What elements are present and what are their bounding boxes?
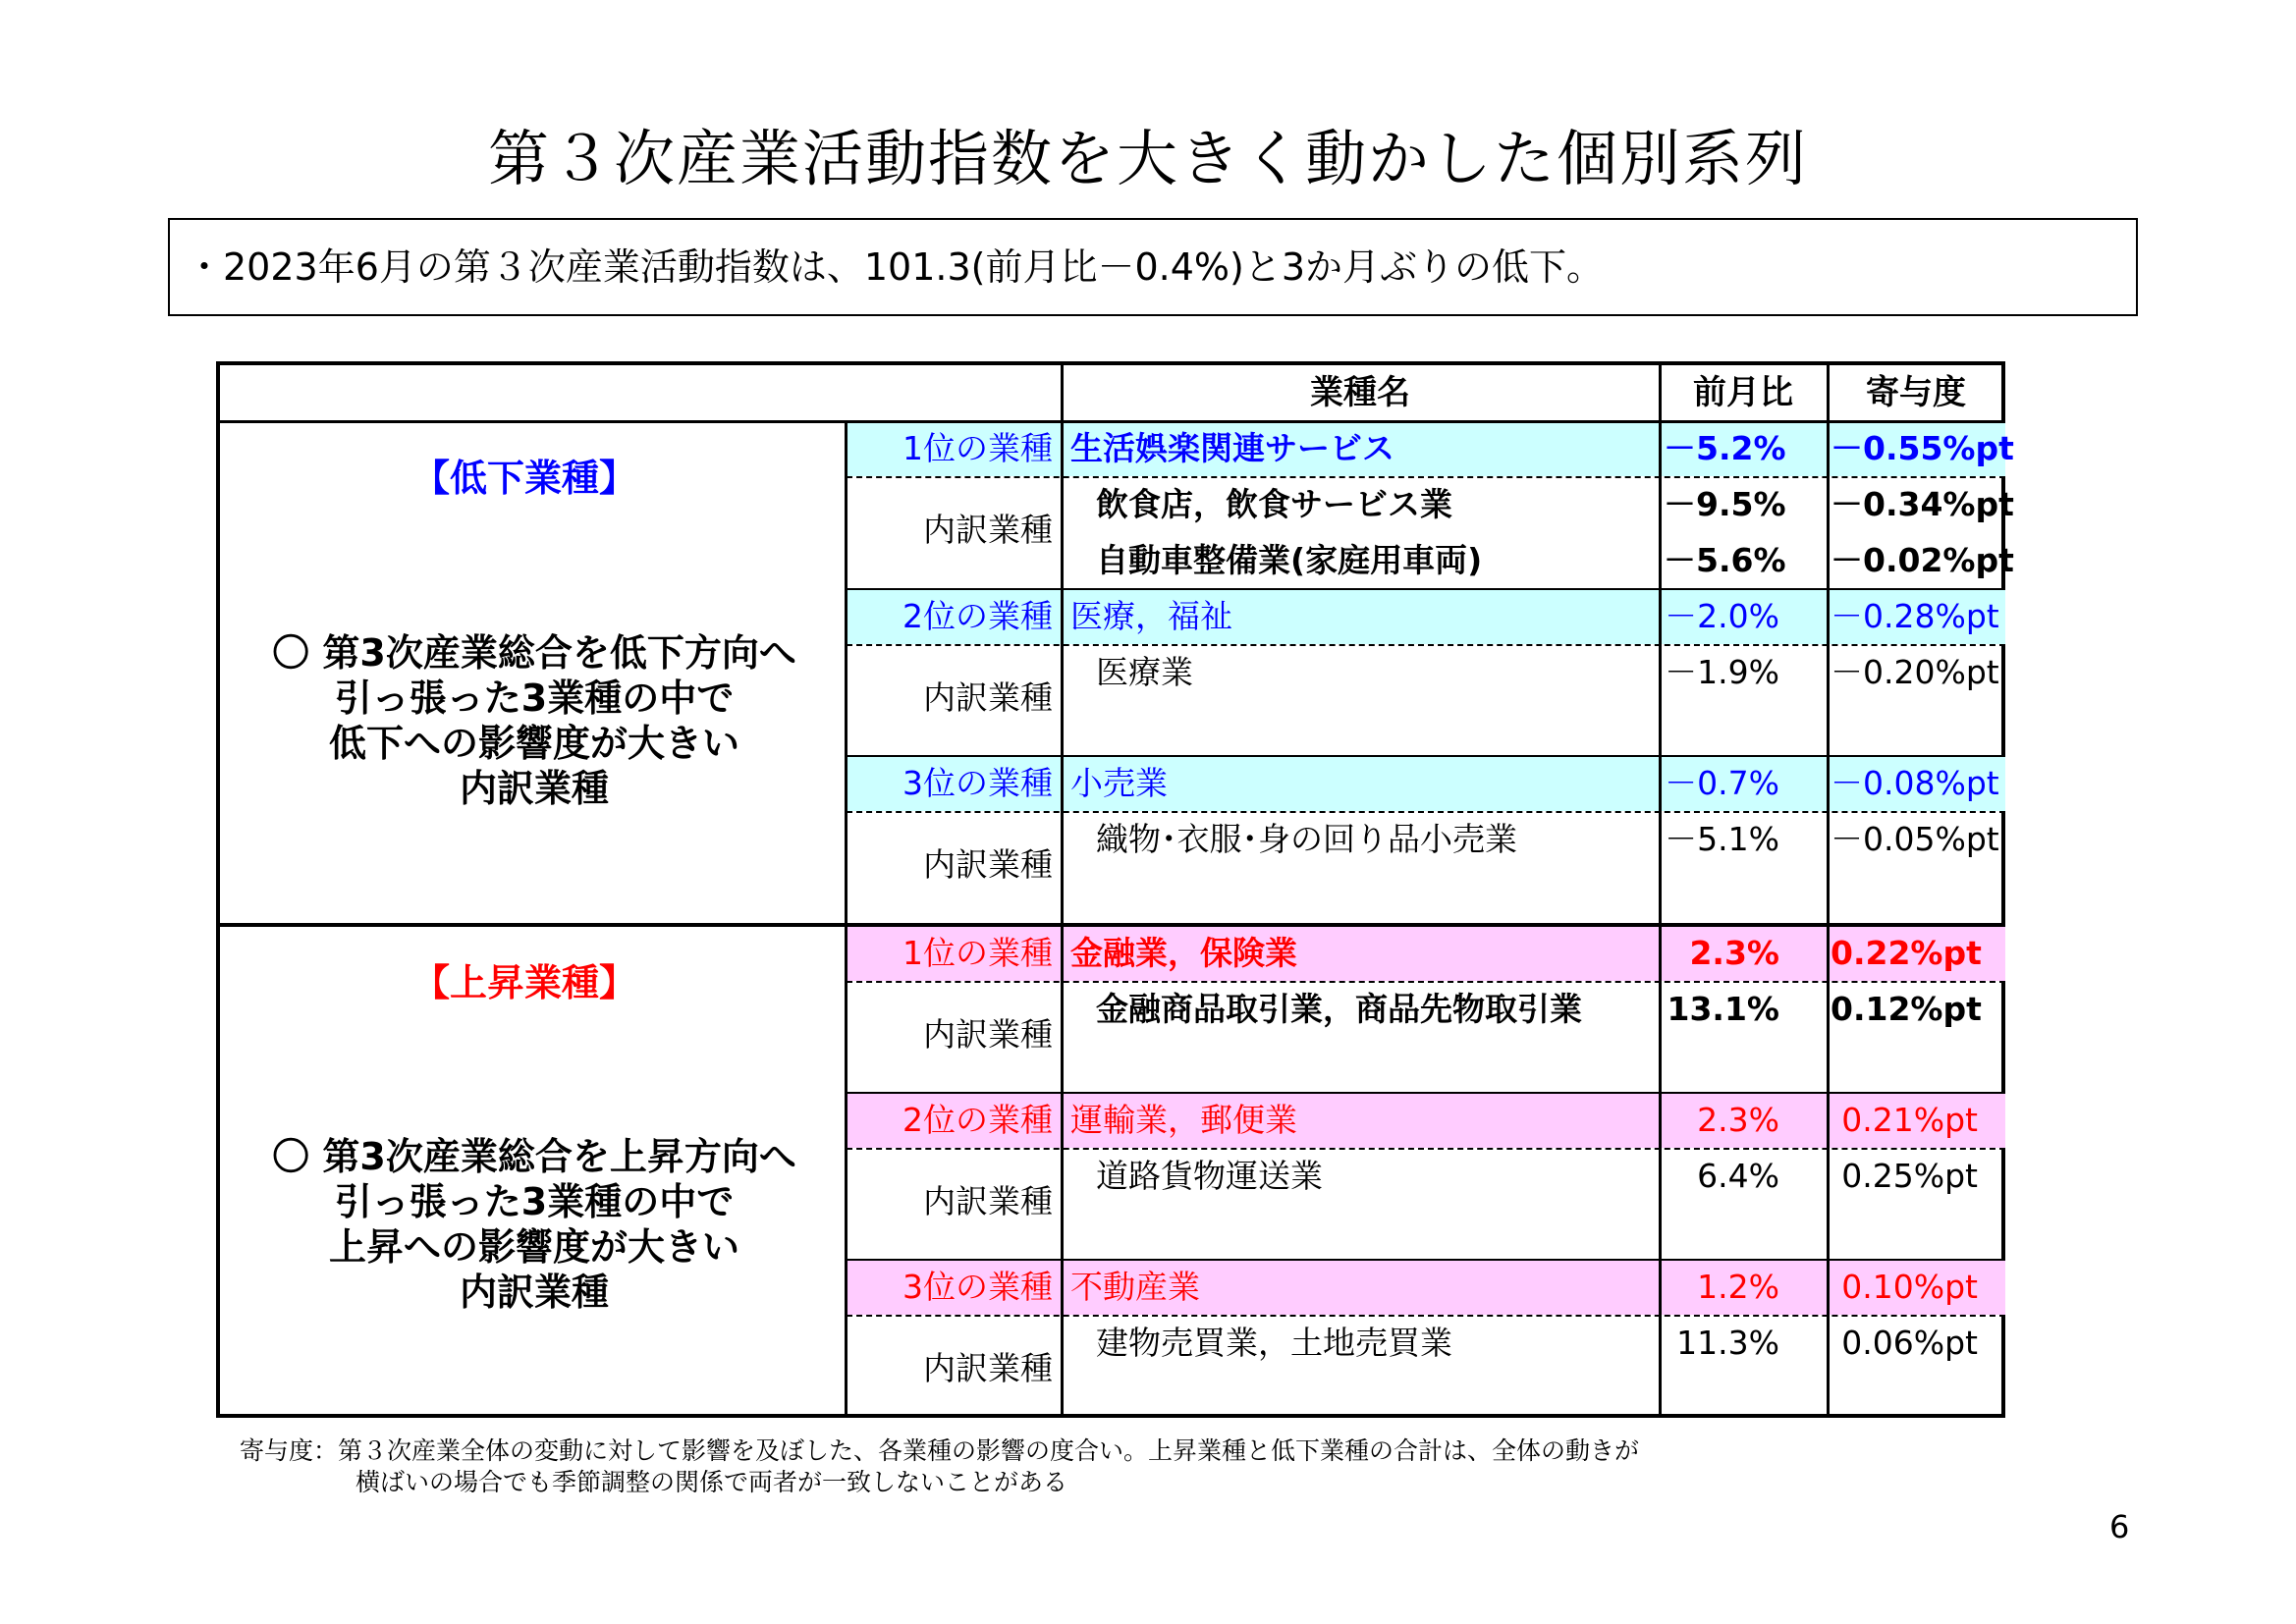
header-mom: 前月比 [1693, 373, 1793, 412]
rise-rank1-mom: 2.3% [1689, 934, 1779, 972]
rise-description [259, 1134, 809, 1315]
decline-rank3-sub-label: 内訳業種 [923, 845, 1053, 884]
decline-rank3-sub1-name: 織物･衣服･身の回り品小売業 [1096, 820, 1517, 858]
dashed-line [847, 981, 2005, 983]
header-industry: 業種名 [1310, 373, 1410, 412]
decline-description-line: 〇 第3次産業総合を低下方向へ [272, 631, 796, 675]
dashed-line [847, 644, 2005, 646]
dashed-line [847, 1148, 2005, 1150]
decline-rank1-sub1-name: 飲食店，飲食サービス業 [1096, 485, 1452, 523]
decline-rank2-contribution: －0.28%pt [1831, 597, 1999, 635]
decline-rank1-sub2-mom: －5.6% [1664, 541, 1786, 579]
decline-rank3-contribution: －0.08%pt [1831, 764, 1999, 802]
decline-description-line: 引っ張った3業種の中で [334, 677, 735, 720]
decline-rank2-mom: －2.0% [1665, 597, 1779, 635]
page-number: 6 [2109, 1508, 2130, 1545]
rise-rank3-sub-label: 内訳業種 [923, 1349, 1053, 1387]
rise-rank3-mom: 1.2% [1697, 1268, 1779, 1306]
decline-rank1-sub2-contribution: －0.02%pt [1831, 541, 2014, 579]
rise-rank2-contribution: 0.21%pt [1841, 1101, 1978, 1139]
decline-rank1-mom: －5.2% [1664, 429, 1786, 467]
decline-rank1-sub-label: 内訳業種 [923, 511, 1053, 549]
decline-description-line: 低下への影響度が大きい [328, 722, 739, 765]
decline-rank2-name: 医療，福祉 [1070, 597, 1232, 635]
rise-rank1-contribution: 0.22%pt [1831, 934, 1982, 972]
dashed-line [847, 476, 2005, 478]
decline-rank1-sub2-name: 自動車整備業(家庭用車両) [1096, 541, 1483, 579]
decline-rank2-label: 2位の業種 [902, 597, 1053, 635]
rise-rank2-sub-label: 内訳業種 [923, 1182, 1053, 1220]
rise-rank2-mom: 2.3% [1697, 1101, 1779, 1139]
header-divider [220, 420, 2005, 423]
rise-description-line: 内訳業種 [459, 1271, 609, 1314]
decline-rank3-sub1-contribution: －0.05%pt [1831, 820, 1999, 858]
decline-rank3-mom: －0.7% [1665, 764, 1779, 802]
decline-rank3-name: 小売業 [1070, 764, 1168, 802]
rise-rank3-sub1-name: 建物売買業，土地売買業 [1096, 1324, 1452, 1362]
decline-rank2-sub1-contribution: －0.20%pt [1831, 653, 1999, 691]
decline-rank3-label: 3位の業種 [902, 764, 1053, 802]
rise-rank2-sub1-contribution: 0.25%pt [1841, 1157, 1978, 1195]
page-title: 第３次産業活動指数を大きく動かした個別系列 [487, 123, 1808, 194]
footnote-line-1: 寄与度：第３次産業全体の変動に対して影響を及ぼした、各業種の影響の度合い。上昇業種と低下業種の合計は、全体の動きが [240, 1436, 1640, 1465]
decline-rank2-sub-label: 内訳業種 [923, 678, 1053, 717]
rise-rank1-name: 金融業，保険業 [1070, 934, 1297, 972]
rise-description-line: 上昇への影響度が大きい [328, 1225, 739, 1269]
rise-rank2-sub1-name: 道路貨物運送業 [1096, 1157, 1323, 1195]
rise-rank1-sub1-name: 金融商品取引業，商品先物取引業 [1096, 990, 1582, 1028]
summary-text: ・2023年6月の第３次産業活動指数は、101.3(前月比－0.4%)と3か月ぶりの低下。 [186, 245, 1605, 289]
rise-rank2-label: 2位の業種 [902, 1101, 1053, 1139]
decline-rank1-name: 生活娯楽関連サービス [1070, 429, 1394, 467]
rank-line [847, 755, 2005, 757]
rise-heading: 【上昇業種】 [411, 961, 636, 1004]
rank-line [847, 1259, 2005, 1261]
rise-rank3-name: 不動産業 [1070, 1268, 1200, 1306]
industry-table [216, 361, 2014, 1418]
decline-heading: 【低下業種】 [411, 457, 636, 500]
summary-box [168, 218, 2138, 316]
rise-rank1-sub1-contribution: 0.12%pt [1831, 990, 1982, 1028]
decline-rank2-sub1-name: 医療業 [1096, 653, 1193, 691]
rise-rank1-sub1-mom: 13.1% [1667, 990, 1779, 1028]
dashed-line [847, 1315, 2005, 1317]
rise-rank2-sub1-mom: 6.4% [1697, 1157, 1779, 1195]
rise-rank3-sub1-mom: 11.3% [1676, 1324, 1779, 1362]
col-divider-left [845, 422, 847, 1418]
rise-rank2-name: 運輸業，郵便業 [1070, 1101, 1297, 1139]
decline-rank1-label: 1位の業種 [902, 429, 1053, 467]
decline-description-line: 内訳業種 [459, 767, 609, 810]
rise-rank1-sub-label: 内訳業種 [923, 1015, 1053, 1054]
section-divider [220, 923, 2005, 927]
rise-description-line: 〇 第3次産業総合を上昇方向へ [272, 1135, 796, 1178]
rise-description-line: 引っ張った3業種の中で [334, 1180, 735, 1223]
rise-rank3-contribution: 0.10%pt [1841, 1268, 1978, 1306]
rise-rank3-sub1-contribution: 0.06%pt [1841, 1324, 1978, 1362]
decline-rank1-sub1-contribution: －0.34%pt [1831, 485, 2014, 523]
footnote-line-2: 横ばいの場合でも季節調整の関係で両者が一致しないことがある [355, 1468, 1068, 1496]
decline-rank2-sub1-mom: －1.9% [1665, 653, 1779, 691]
dashed-line [847, 811, 2005, 813]
decline-rank1-contribution: －0.55%pt [1831, 429, 2014, 467]
decline-description [259, 630, 809, 811]
header-contribution: 寄与度 [1866, 373, 1966, 412]
rise-rank3-label: 3位の業種 [902, 1268, 1053, 1306]
rank-line [847, 1092, 2005, 1094]
rank-line [847, 588, 2005, 590]
rise-rank1-label: 1位の業種 [902, 934, 1053, 972]
decline-rank1-sub1-mom: －9.5% [1664, 485, 1786, 523]
decline-rank3-sub1-mom: －5.1% [1665, 820, 1779, 858]
